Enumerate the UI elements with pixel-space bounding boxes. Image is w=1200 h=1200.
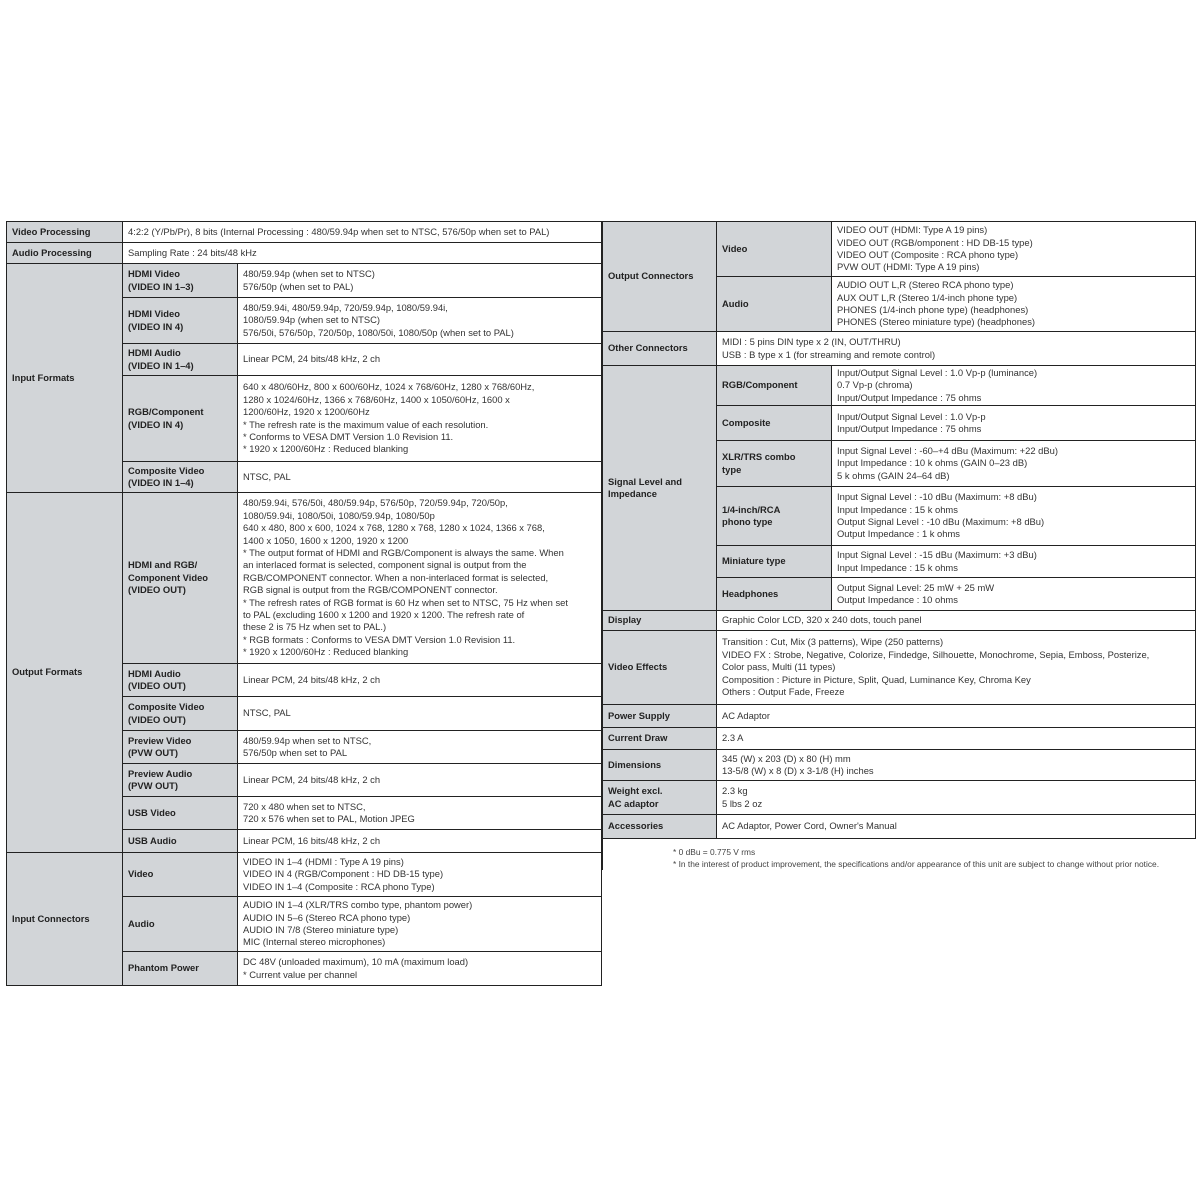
spec-value: Input/Output Signal Level : 1.0 Vp-p Input/Output Impedance : 75 ohms <box>832 406 1196 441</box>
spec-value: AC Adaptor <box>717 705 1196 728</box>
sub-label: Phantom Power <box>123 952 238 986</box>
spec-value: 2.3 kg 5 lbs 2 oz <box>717 781 1196 815</box>
sub-label: RGB/Component (VIDEO IN 4) <box>123 376 238 462</box>
table-row <box>603 815 1196 839</box>
section-label-input-connectors: Input Connectors <box>7 853 123 986</box>
spec-value: Linear PCM, 24 bits/48 kHz, 2 ch <box>238 664 602 697</box>
sub-label: XLR/TRS combo type <box>717 441 832 487</box>
spec-table-right <box>602 221 1196 839</box>
sub-label: Miniature type <box>717 546 832 578</box>
table-row <box>603 705 1196 728</box>
spec-value: 480/59.94i, 576/50i, 480/59.94p, 576/50p, 720/59.94p, 720/50p, 1080/59.94i, 1080/50i, 1080/59.94p, 1080/50p 640 x 480, 800 x 600, 1024 x 768, 1280 x 768, 1280 x 1024, 1366 x 768, 1400 x 1050, 1600 x 1200, 1920 x 1200 * The output format of HDMI and RGB/Component is always the same. When an interlaced format is selected, component signal is output from the RGB/COMPONENT connector. When a non-interlaced format is selected, RGB signal is output from the RGB/COMPONENT connector. * The refresh rates of RGB format is 60 Hz when set to NTSC, 75 Hz when set to PAL (excluding 1600 x 1200 and 1920 x 1200. The refresh rate of these 2 is 75 Hz when set to PAL.) * RGB formats : Conforms to VESA DMT Version 1.0 Revision 11. * 1920 x 1200/60Hz : Reduced blanking <box>238 493 602 664</box>
spec-value: Output Signal Level: 25 mW + 25 mW Output Impedance : 10 ohms <box>832 578 1196 611</box>
sub-label: Preview Audio (PVW OUT) <box>123 764 238 797</box>
section-label-video-effects: Video Effects <box>603 631 717 705</box>
sub-label: HDMI and RGB/ Component Video (VIDEO OUT) <box>123 493 238 664</box>
sub-label: Composite <box>717 406 832 441</box>
footnote: * 0 dBu = 0.775 V rms <box>673 847 756 857</box>
sub-label: HDMI Video (VIDEO IN 1–3) <box>123 264 238 298</box>
table-row <box>603 750 1196 781</box>
section-label-input-formats: Input Formats <box>7 264 123 493</box>
section-label-display: Display <box>603 611 717 631</box>
spec-value: DC 48V (unloaded maximum), 10 mA (maximum load) * Current value per channel <box>238 952 602 986</box>
table-row <box>603 222 1196 277</box>
spec-value: Transition : Cut, Mix (3 patterns), Wipe (250 patterns) VIDEO FX : Strobe, Negative, Colorize, Findedge, Silhouette, Monochrome, Sepia, Emboss, Posterize, Color pass, Multi (11 types) Composition : Picture in Picture, Split, Quad, Luminance Key, Chroma Key Others : Output Fade, Freeze <box>717 631 1196 705</box>
sub-label: HDMI Audio (VIDEO OUT) <box>123 664 238 697</box>
sub-label: Video <box>717 222 832 277</box>
spec-value: 480/59.94p (when set to NTSC) 576/50p (when set to PAL) <box>238 264 602 298</box>
table-row <box>7 243 602 264</box>
spec-value: Linear PCM, 16 bits/48 kHz, 2 ch <box>238 830 602 853</box>
sub-label: Preview Video (PVW OUT) <box>123 731 238 764</box>
spec-value: VIDEO OUT (HDMI: Type A 19 pins) VIDEO OUT (RGB/omponent : HD DB-15 type) VIDEO OUT (Composite : RCA phono type) PVW OUT (HDMI: Type A 19 pins) <box>832 222 1196 277</box>
spec-value: 345 (W) x 203 (D) x 80 (H) mm 13-5/8 (W) x 8 (D) x 3-1/8 (H) inches <box>717 750 1196 781</box>
sub-label: 1/4-inch/RCA phono type <box>717 487 832 546</box>
section-label-video-processing: Video Processing <box>7 222 123 243</box>
footnotes <box>673 846 1159 870</box>
section-label-output-formats: Output Formats <box>7 493 123 853</box>
spec-table-left-body <box>7 222 602 986</box>
sub-label: USB Video <box>123 797 238 830</box>
spec-value: Linear PCM, 24 bits/48 kHz, 2 ch <box>238 764 602 797</box>
section-label-dimensions: Dimensions <box>603 750 717 781</box>
section-label-current-draw: Current Draw <box>603 728 717 750</box>
spec-value: Sampling Rate : 24 bits/48 kHz <box>123 243 602 264</box>
spec-value: Input/Output Signal Level : 1.0 Vp-p (luminance) 0.7 Vp-p (chroma) Input/Output Impedance : 75 ohms <box>832 366 1196 406</box>
spec-value: Input Signal Level : -60–+4 dBu (Maximum: +22 dBu) Input Impedance : 10 k ohms (GAIN 0–23 dB) 5 k ohms (GAIN 24–64 dB) <box>832 441 1196 487</box>
section-label-signal-level-and-impedance: Signal Level and Impedance <box>603 366 717 611</box>
spec-table-left <box>6 221 602 986</box>
spec-value: 2.3 A <box>717 728 1196 750</box>
table-row <box>603 366 1196 406</box>
spec-value: MIDI : 5 pins DIN type x 2 (IN, OUT/THRU) USB : B type x 1 (for streaming and remote control) <box>717 332 1196 366</box>
sub-label: Audio <box>717 277 832 332</box>
table-row <box>603 631 1196 705</box>
spec-table-right-body <box>603 222 1196 839</box>
table-row <box>7 222 602 243</box>
sub-label: Audio <box>123 897 238 952</box>
spec-value: 720 x 480 when set to NTSC, 720 x 576 when set to PAL, Motion JPEG <box>238 797 602 830</box>
sub-label: HDMI Audio (VIDEO IN 1–4) <box>123 344 238 376</box>
sub-label: Video <box>123 853 238 897</box>
spec-value: VIDEO IN 1–4 (HDMI : Type A 19 pins) VIDEO IN 4 (RGB/Component : HD DB-15 type) VIDEO IN 1–4 (Composite : RCA phono Type) <box>238 853 602 897</box>
footnote: * In the interest of product improvement, the specifications and/or appearance of this unit are subject to change without prior notice. <box>673 859 1160 869</box>
table-row <box>603 781 1196 815</box>
spec-value: 480/59.94p when set to NTSC, 576/50p when set to PAL <box>238 731 602 764</box>
section-label-audio-processing: Audio Processing <box>7 243 123 264</box>
table-row <box>7 493 602 664</box>
sub-label: Composite Video (VIDEO OUT) <box>123 697 238 731</box>
table-row <box>7 264 602 298</box>
spec-value: 640 x 480/60Hz, 800 x 600/60Hz, 1024 x 768/60Hz, 1280 x 768/60Hz, 1280 x 1024/60Hz, 1366 x 768/60Hz, 1400 x 1050/60Hz, 1600 x 1200/60Hz, 1920 x 1200/60Hz * The refresh rate is the maximum value of each resolution. * Conforms to VESA DMT Version 1.0 Revision 11. * 1920 x 1200/60Hz : Reduced blanking <box>238 376 602 462</box>
spec-value: Linear PCM, 24 bits/48 kHz, 2 ch <box>238 344 602 376</box>
spec-value: 4:2:2 (Y/Pb/Pr), 8 bits (Internal Processing : 480/59.94p when set to NTSC, 576/50p when set to PAL) <box>123 222 602 243</box>
section-label-accessories: Accessories <box>603 815 717 839</box>
sub-label: HDMI Video (VIDEO IN 4) <box>123 298 238 344</box>
divider <box>602 838 603 870</box>
table-row <box>603 728 1196 750</box>
table-row <box>7 853 602 897</box>
sub-label: RGB/Component <box>717 366 832 406</box>
spec-value: AC Adaptor, Power Cord, Owner's Manual <box>717 815 1196 839</box>
section-label-other-connectors: Other Connectors <box>603 332 717 366</box>
spec-value: AUDIO IN 1–4 (XLR/TRS combo type, phantom power) AUDIO IN 5–6 (Stereo RCA phono type) AUDIO IN 7/8 (Stereo miniature type) MIC (Internal stereo microphones) <box>238 897 602 952</box>
spec-value: AUDIO OUT L,R (Stereo RCA phono type) AUX OUT L,R (Stereo 1/4-inch phone type) PHONES (1/4-inch phone type) (headphones) PHONES (Stereo miniature type) (headphones) <box>832 277 1196 332</box>
sub-label: Headphones <box>717 578 832 611</box>
spec-value: Graphic Color LCD, 320 x 240 dots, touch panel <box>717 611 1196 631</box>
section-label-weight-excl-ac-adaptor: Weight excl. AC adaptor <box>603 781 717 815</box>
spec-value: NTSC, PAL <box>238 697 602 731</box>
table-row <box>603 332 1196 366</box>
sub-label: Composite Video (VIDEO IN 1–4) <box>123 462 238 493</box>
section-label-output-connectors: Output Connectors <box>603 222 717 332</box>
spec-value: NTSC, PAL <box>238 462 602 493</box>
spec-value: Input Signal Level : -10 dBu (Maximum: +8 dBu) Input Impedance : 15 k ohms Output Signal Level : -10 dBu (Maximum: +8 dBu) Output Impedance : 1 k ohms <box>832 487 1196 546</box>
sub-label: USB Audio <box>123 830 238 853</box>
table-row <box>603 611 1196 631</box>
section-label-power-supply: Power Supply <box>603 705 717 728</box>
spec-value: 480/59.94i, 480/59.94p, 720/59.94p, 1080/59.94i, 1080/59.94p (when set to NTSC) 576/50i, 576/50p, 720/50p, 1080/50i, 1080/50p (when set to PAL) <box>238 298 602 344</box>
spec-value: Input Signal Level : -15 dBu (Maximum: +3 dBu) Input Impedance : 15 k ohms <box>832 546 1196 578</box>
